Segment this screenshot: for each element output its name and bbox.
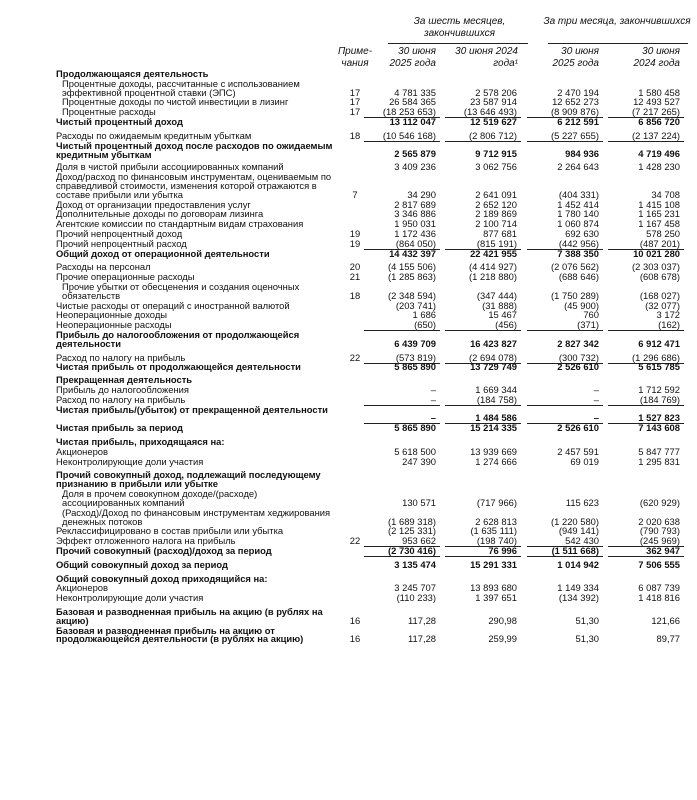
- statement-row: [0, 624, 697, 645]
- row-note: 19: [349, 227, 361, 239]
- row-value: (1 750 289): [551, 289, 599, 301]
- row-value: 578 250: [646, 227, 680, 239]
- row-value: 34 290: [407, 188, 436, 200]
- row-value: 10 021 280: [633, 247, 680, 259]
- row-value: 6 912 471: [638, 337, 680, 349]
- row-value: 1 669 344: [475, 383, 517, 395]
- row-value: (2 303 037): [632, 261, 680, 273]
- row-value: (2 348 594): [388, 289, 436, 301]
- row-value: 692 630: [565, 227, 599, 239]
- row-value: 7 143 608: [638, 422, 680, 434]
- row-value: 1 295 831: [638, 455, 680, 467]
- row-value: (688 646): [558, 271, 599, 283]
- group-header-three-months: За три месяца, закончившихся: [543, 16, 691, 27]
- row-value: 2 565 879: [394, 148, 436, 160]
- row-value: 290,98: [488, 614, 517, 626]
- row-value: (1 511 668): [519, 547, 599, 556]
- statement-row: [0, 280, 697, 301]
- row-value: (347 444): [476, 289, 517, 301]
- row-label: Акционеров: [56, 445, 108, 457]
- row-value: 1 167 458: [638, 218, 680, 230]
- row-value: 4 719 496: [638, 148, 680, 160]
- row-value: (245 969): [600, 537, 680, 546]
- row-value: 1 686: [412, 309, 436, 321]
- row-value: (45 900): [564, 299, 599, 311]
- row-value: 1 484 586: [437, 414, 517, 423]
- row-value: 115 623: [565, 496, 599, 508]
- row-value: 13 939 669: [470, 445, 517, 457]
- row-value: 2 020 638: [638, 515, 680, 527]
- row-value: 1 415 108: [638, 198, 680, 210]
- row-label: Чистая прибыль за период: [56, 422, 183, 434]
- row-label: Процентные доходы, рассчитанные с использованием эффективной процентной ставки (ЭПС): [62, 77, 300, 98]
- row-value: (4 414 927): [469, 261, 517, 273]
- row-label: Прибыль до налогообложения: [56, 383, 189, 395]
- row-value: 51,30: [575, 614, 599, 626]
- row-value: 15 467: [488, 309, 517, 321]
- row-value: 1 014 942: [557, 558, 599, 570]
- statement-row: [0, 139, 697, 160]
- row-value: 2 817 689: [394, 198, 436, 210]
- row-value: 3 172: [656, 309, 680, 321]
- row-value: 117,28: [408, 614, 436, 626]
- row-value: 7 506 555: [638, 558, 680, 570]
- row-note: 17: [349, 106, 361, 118]
- row-value: 1 712 592: [638, 383, 680, 395]
- row-value: 2 189 869: [475, 208, 517, 220]
- row-label: Общий совокупный доход приходящийся на:: [56, 572, 268, 584]
- row-label: Прочий совокупный (расход)/доход за период: [56, 544, 272, 556]
- row-value: (620 929): [639, 496, 680, 508]
- row-note: 17: [349, 86, 361, 98]
- column-header: 30 июня 2024 года¹: [455, 46, 518, 69]
- row-value: (134 392): [558, 592, 599, 604]
- row-label: Прочий непроцентный доход: [56, 227, 183, 239]
- row-value: 3 135 474: [394, 558, 436, 570]
- row-note: 17: [349, 96, 361, 108]
- row-value: 26 584 365: [389, 96, 436, 108]
- row-note: 16: [349, 614, 361, 626]
- row-label: Расход по налогу на прибыль: [56, 393, 186, 405]
- row-value: (198 740): [437, 537, 517, 546]
- row-value: (1 635 111): [470, 525, 517, 537]
- row-value: (184 758): [437, 396, 517, 405]
- statement-row: [0, 363, 697, 372]
- row-value: 12 519 627: [470, 116, 517, 128]
- row-value: (1 220 580): [551, 515, 599, 527]
- row-value: 7 388 350: [557, 247, 599, 259]
- group-divider: [548, 43, 688, 44]
- row-label: Неоперационные расходы: [56, 319, 172, 331]
- statement-row: [0, 118, 697, 127]
- row-label: Прибыль до налогообложения от продолжающейся деятельности: [56, 328, 300, 349]
- row-value: 16 423 827: [470, 337, 517, 349]
- row-label: Чистый процентный доход: [56, 116, 183, 128]
- row-value: (10 546 168): [356, 132, 436, 141]
- statement-row: [0, 173, 697, 200]
- column-header: 30 июня 2025 года: [552, 46, 599, 69]
- row-value: 6 439 709: [394, 337, 436, 349]
- row-label: Чистая прибыль/(убыток) от прекращенной деятельности: [56, 403, 328, 415]
- row-label: Реклассифицировано в состав прибыли или убытка: [56, 525, 284, 537]
- row-value: –: [356, 414, 436, 423]
- table-header: [0, 10, 697, 72]
- row-value: 13 729 749: [470, 361, 517, 373]
- row-value: 22 421 955: [470, 247, 517, 259]
- row-value: 2 526 610: [557, 422, 599, 434]
- row-value: (2 806 712): [437, 132, 517, 141]
- row-value: 121,66: [651, 614, 680, 626]
- row-label: Прекращенная деятельность: [56, 374, 193, 386]
- row-label: Процентные расходы: [62, 106, 156, 118]
- row-value: (184 769): [600, 396, 680, 405]
- row-note: 21: [349, 271, 361, 283]
- row-value: 1 418 816: [638, 592, 680, 604]
- row-value: –: [519, 396, 599, 405]
- statement-row: [0, 506, 697, 527]
- row-value: 130 571: [402, 496, 436, 508]
- row-value: 1 527 823: [600, 414, 680, 423]
- row-label: Базовая и разводненная прибыль на акцию от продолжающейся деятельности (в рублях на акцию): [56, 624, 304, 645]
- row-label: Расходы на персонал: [56, 261, 151, 273]
- row-value: (442 956): [519, 240, 599, 249]
- row-value: (790 793): [639, 525, 680, 537]
- row-value: (608 678): [639, 271, 680, 283]
- row-label: Неконтролирующие доли участия: [56, 592, 204, 604]
- row-value: (110 233): [396, 592, 436, 604]
- row-value: 760: [583, 309, 599, 321]
- row-value: 4 781 335: [394, 86, 436, 98]
- row-label: Акционеров: [56, 582, 108, 594]
- row-value: 6 856 720: [638, 116, 680, 128]
- row-value: (2 137 224): [600, 132, 680, 141]
- row-value: 3 245 707: [394, 582, 436, 594]
- row-value: 2 652 120: [475, 198, 517, 210]
- row-value: 9 712 915: [475, 148, 517, 160]
- statement-row: [0, 544, 697, 556]
- row-value: (2 125 331): [388, 525, 436, 537]
- row-value: (300 732): [519, 354, 599, 363]
- row-value: 13 112 047: [389, 116, 436, 128]
- row-value: 76 996: [437, 547, 517, 556]
- row-value: 14 432 397: [389, 247, 436, 259]
- row-value: 2 457 591: [557, 445, 599, 457]
- statement-row: [0, 77, 697, 98]
- row-value: 5 847 777: [638, 445, 680, 457]
- row-value: 2 578 206: [475, 86, 517, 98]
- row-value: (2 694 078): [437, 354, 517, 363]
- row-label: Чистая прибыль, приходящаяся на:: [56, 435, 225, 447]
- row-value: 984 936: [565, 148, 599, 160]
- statement-table-body: [0, 70, 697, 645]
- row-value: 2 827 342: [557, 337, 599, 349]
- row-value: 5 618 500: [394, 445, 436, 457]
- row-label: Чистая прибыль от продолжающейся деятельности: [56, 361, 301, 373]
- row-value: 2 470 194: [557, 86, 599, 98]
- row-value: 259,99: [488, 633, 517, 645]
- row-value: 542 430: [519, 537, 599, 546]
- row-value: –: [430, 383, 436, 395]
- row-value: 2 641 091: [475, 188, 517, 200]
- row-value: 15 291 331: [470, 558, 517, 570]
- row-value: 247 390: [402, 455, 436, 467]
- row-label: Расходы по ожидаемым кредитным убыткам: [56, 129, 252, 141]
- row-value: 12 493 527: [633, 96, 680, 108]
- row-label: Общий доход от операционной деятельности: [56, 247, 270, 259]
- row-value: 1 274 666: [475, 455, 517, 467]
- group-divider: [388, 43, 528, 44]
- row-label: Доход от организации предоставления услуг: [56, 198, 251, 210]
- row-value: 23 587 914: [470, 96, 517, 108]
- statement-row: [0, 490, 697, 508]
- row-value: 1 172 436: [394, 227, 436, 239]
- row-value: 89,77: [656, 633, 680, 645]
- row-value: (1 689 318): [388, 515, 436, 527]
- column-header: 30 июня 2024 года: [633, 46, 680, 69]
- row-label: Базовая и разводненная прибыль на акцию (в рублях на акцию): [56, 605, 323, 626]
- row-note: 18: [349, 129, 361, 141]
- row-value: (650): [356, 321, 436, 330]
- row-value: 3 409 236: [394, 161, 436, 173]
- row-value: 1 060 874: [557, 218, 599, 230]
- row-value: (32 077): [645, 299, 680, 311]
- row-label: Неоперационные доходы: [56, 309, 168, 321]
- row-value: (864 050): [356, 240, 436, 249]
- group-header-six-months: За шесть месяцев, закончившихся: [413, 16, 506, 39]
- row-value: (1 218 880): [469, 271, 517, 283]
- row-label: Чистые расходы от операций с иностранной валютой: [56, 299, 290, 311]
- row-value: 5 865 890: [394, 361, 436, 373]
- row-label: Процентные доходы по чистой инвестиции в лизинг: [62, 96, 289, 108]
- notes-column-header: Приме-чания: [337, 46, 373, 69]
- row-value: (456): [437, 321, 517, 330]
- row-label: Прочий непроцентный расход: [56, 237, 187, 249]
- row-value: (4 155 506): [388, 261, 436, 273]
- row-label: (Расход)/Доход по финансовым инструментам хеджирования денежных потоков: [62, 506, 331, 527]
- row-value: 117,28: [408, 633, 436, 645]
- row-label: Эффект отложенного налога на прибыль: [56, 535, 236, 547]
- row-label: Доля в чистой прибыли ассоциированных компаний: [56, 161, 284, 173]
- row-label: Продолжающаяся деятельность: [56, 68, 209, 79]
- row-value: (5 227 655): [519, 132, 599, 141]
- row-value: (815 191): [437, 240, 517, 249]
- row-value: 1 149 334: [557, 582, 599, 594]
- row-value: 3 346 886: [394, 208, 436, 220]
- row-value: 5 865 890: [394, 422, 436, 434]
- row-value: (404 331): [558, 188, 599, 200]
- row-value: (8 909 876): [519, 108, 599, 117]
- row-value: 953 662: [356, 537, 436, 546]
- row-label: Общий совокупный доход за период: [56, 558, 228, 570]
- row-value: 5 615 785: [638, 361, 680, 373]
- row-label: Прочие операционные расходы: [56, 271, 195, 283]
- row-note: 22: [349, 351, 361, 363]
- row-label: Доход/расход по финансовым инструментам, оцениваемым по справедливой стоимости, изменения которой отражаются в составе прибыли или убытка: [56, 171, 332, 200]
- row-note: 7: [352, 188, 358, 200]
- statement-row: [0, 328, 697, 349]
- row-value: 2 264 643: [557, 161, 599, 173]
- row-value: 1 428 230: [638, 161, 680, 173]
- row-label: Прочие убытки от обесценения и создания оценочных обязательств: [62, 280, 300, 301]
- row-value: 15 214 335: [470, 422, 517, 434]
- row-note: 22: [349, 535, 361, 547]
- row-value: –: [519, 414, 599, 423]
- row-value: (2 076 562): [551, 261, 599, 273]
- row-label: Доля в прочем совокупном доходе/(расходе) ассоциированных компаний: [62, 488, 258, 508]
- row-value: (371): [519, 321, 599, 330]
- row-value: (1 285 863): [388, 271, 436, 283]
- row-value: (573 819): [356, 354, 436, 363]
- row-value: 13 893 680: [470, 582, 517, 594]
- row-note: 19: [349, 237, 361, 249]
- row-label: Дополнительные доходы по договорам лизинга: [56, 208, 264, 220]
- row-value: 12 652 273: [552, 96, 599, 108]
- row-value: 6 087 739: [638, 582, 680, 594]
- row-value: 1 452 414: [557, 198, 599, 210]
- row-value: (13 646 493): [437, 108, 517, 117]
- row-note: 20: [349, 261, 361, 273]
- row-value: 69 019: [570, 455, 599, 467]
- row-value: –: [593, 383, 599, 395]
- row-value: 1 397 651: [475, 592, 517, 604]
- row-note: 18: [349, 289, 361, 301]
- row-label: Неконтролирующие доли участия: [56, 455, 204, 467]
- row-value: (162): [600, 321, 680, 330]
- row-value: (949 141): [558, 525, 599, 537]
- statement-row: [0, 247, 697, 259]
- row-label: Агентские комиссии по стандартным видам страхования: [56, 218, 304, 230]
- row-value: 1 950 031: [394, 218, 436, 230]
- row-value: (2 730 416): [356, 547, 436, 556]
- row-value: (203 741): [395, 299, 436, 311]
- row-value: (31 888): [482, 299, 517, 311]
- row-value: 1 165 231: [638, 208, 680, 220]
- statement-row: [0, 594, 697, 603]
- statement-row: [0, 424, 697, 433]
- row-value: (1 296 686): [600, 354, 680, 363]
- row-value: 1 780 140: [557, 208, 599, 220]
- row-label: Прочий совокупный доход, подлежащий последующему признанию в прибыли или убытке: [56, 469, 321, 490]
- row-label: Расход по налогу на прибыль: [56, 351, 186, 363]
- row-value: 2 100 714: [475, 218, 517, 230]
- row-value: 877 681: [483, 227, 517, 239]
- statement-row: [0, 605, 697, 626]
- row-value: 1 580 458: [638, 86, 680, 98]
- row-value: (717 966): [476, 496, 517, 508]
- row-value: –: [356, 396, 436, 405]
- row-value: (487 201): [600, 240, 680, 249]
- row-value: 362 947: [600, 547, 680, 556]
- row-value: 51,30: [575, 633, 599, 645]
- statement-row: [0, 471, 697, 489]
- row-value: 34 708: [651, 188, 680, 200]
- row-value: 6 212 591: [557, 116, 599, 128]
- statement-row: [0, 455, 697, 467]
- row-value: (168 027): [639, 289, 680, 301]
- row-value: (7 217 265): [600, 108, 680, 117]
- row-value: 2 526 610: [557, 361, 599, 373]
- row-value: 3 062 756: [475, 161, 517, 173]
- statement-row: [0, 558, 697, 570]
- row-value: 2 628 813: [475, 515, 517, 527]
- row-label: Чистый процентный доход после расходов по ожидаемым кредитным убыткам: [56, 139, 333, 160]
- column-header: 30 июня 2025 года: [389, 46, 436, 69]
- statement-row: [0, 403, 697, 424]
- row-value: (18 253 653): [356, 108, 436, 117]
- row-note: 16: [349, 633, 361, 645]
